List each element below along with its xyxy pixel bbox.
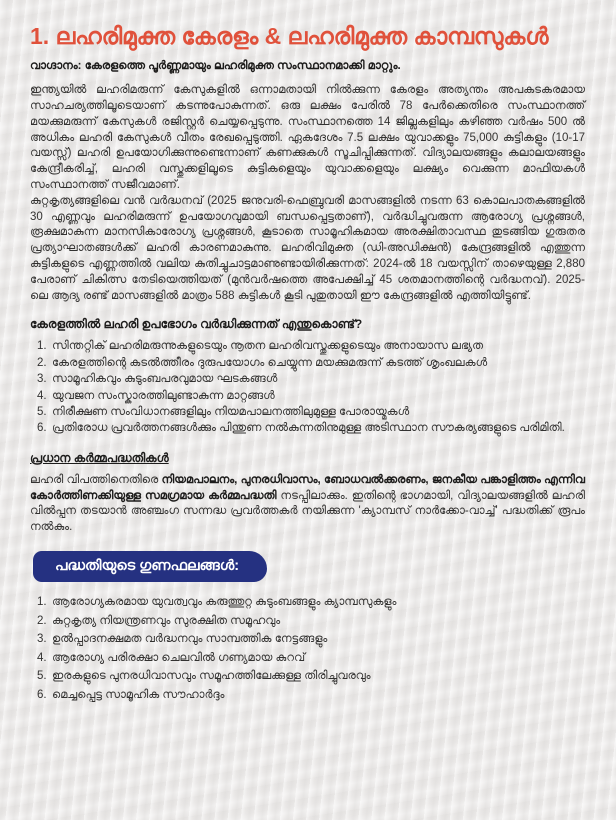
benefit-item <box>30 630 585 649</box>
reason-number: 6. <box>37 422 47 435</box>
benefit-number: 6. <box>37 689 47 702</box>
reason-number: 1. <box>37 340 47 353</box>
benefit-number: 2. <box>37 614 47 627</box>
reason-item <box>30 420 585 436</box>
benefit-number: 4. <box>37 651 47 664</box>
benefit-number: 1. <box>37 596 47 609</box>
benefit-number: 5. <box>37 670 47 683</box>
reason-number: 4. <box>37 389 47 402</box>
benefit-number: 3. <box>37 633 47 646</box>
reason-text: സാമൂഹികവും കുടുംബപരവുമായ ഘടകങ്ങൾ <box>52 373 278 386</box>
benefit-item <box>30 667 585 686</box>
action-plan-lead: ലഹരി വിപത്തിനെതിരെ <box>30 473 162 486</box>
page-title: 1. ലഹരിമുക്ത കേരളം & ലഹരിമുക്ത കാമ്പസുകൾ <box>30 23 549 49</box>
reason-number: 3. <box>37 373 47 386</box>
benefit-text: ഇരകളുടെ പുനരധിവാസവും സമൂഹത്തിലേക്കുള്ള തിരിച്ചുവരവും <box>52 670 371 683</box>
action-plan-bold: നിയമപാലനം, പുനരധിവാസം, ബോധവൽക്കരണം, ജനകീയ പങ്കാളിത്തം എന്നിവ കോർത്തിണക്കിയുള്ള സമഗ്രമായ കർമ്മപദ്ധതി <box>30 473 585 502</box>
reason-text: യുവജന സംസ്കാരത്തിലുണ്ടാകുന്ന മാറ്റങ്ങൾ <box>52 389 275 402</box>
reason-item <box>30 355 585 371</box>
benefit-text: ആരോഗ്യ പരിരക്ഷാ ചെലവിൽ ഗണ്യമായ കുറവ് <box>52 651 306 664</box>
benefit-text: കുറ്റകൃത്യ നിയന്ത്രണവും സുരക്ഷിത സമൂഹവും <box>52 614 281 627</box>
benefit-item <box>30 612 585 631</box>
intro-paragraph: ഇന്ത്യയിൽ ലഹരിമരുന്ന് കേസുകളിൽ ഒന്നാമതായി നിൽക്കുന്ന കേരളം അത്യന്തം അപകടകരമായ സാഹചര്യത്തിലൂടെയാണ് കടന്നുപോകുന്നത്. ഒരു ലക്ഷം പേരിൽ 78 പേർക്കെതിരെ സംസ്ഥാനത്ത് മയക്കുമരുന്ന് കേസുകൾ രജിസ്റ്റർ ചെയ്യപ്പെടുന്നു. സംസ്ഥാനത്തെ 14 ജില്ലകളിലും കഴിഞ്ഞ വർഷം 500 ൽ അധികം ലഹരി കേസുകൾ വീതം രേഖപ്പെടുത്തി. ഏകദേശം 7.5 ലക്ഷം യുവാക്കളും 75,000 കുട്ടികളും (10-17 വയസ്സ്) ലഹരി ഉപയോഗിക്കുന്നുണ്ടെന്നാണ് കണക്കുകൾ സൂചിപ്പിക്കുന്നത്. വിദ്യാലയങ്ങളും കലാലയങ്ങളും കേന്ദ്രീകരിച്ച്, ലഹരി വസ്തുക്കളിലൂടെ കുട്ടികളെയും യുവാക്കളെയും ലക്ഷ്യം വെക്കുന്ന മാഫിയകൾ സംസ്ഥാനത്ത് സജീവമാണ്. <box>30 84 585 192</box>
benefit-item <box>30 686 585 705</box>
reason-number: 2. <box>37 356 47 369</box>
reason-item <box>30 371 585 387</box>
reason-text: കേരളത്തിന്റെ കടൽത്തീരം ദുരുപയോഗം ചെയ്യുന്ന മയക്കുമരുന്ന് കടത്ത് ശൃംഖലകൾ <box>52 356 488 369</box>
benefits-badge: പദ്ധതിയുടെ ഗുണഫലങ്ങൾ: <box>33 551 267 582</box>
benefit-item <box>30 649 585 668</box>
reason-item <box>30 388 585 404</box>
reasons-heading: കേരളത്തിൽ ലഹരി ഉപഭോഗം വർദ്ധിക്കുന്നത് എന്തുകൊണ്ട്? <box>30 317 363 332</box>
reason-item <box>30 338 585 354</box>
benefit-text: ആരോഗ്യകരമായ യുവത്വവും കരുത്തുറ്റ കുടുംബങ്ങളും ക്യാമ്പസുകളും <box>52 596 397 609</box>
reason-text: പ്രതിരോധ പ്രവർത്തനങ്ങൾക്കും പിന്തുണ നൽകുന്നതിനുമുള്ള അടിസ്ഥാന സൗകര്യങ്ങളുടെ പരിമിതി. <box>52 422 565 435</box>
reason-item <box>30 404 585 420</box>
action-plan-rest: നടപ്പിലാക്കും. ഇതിന്റെ ഭാഗമായി, വിദ്യാലയങ്ങളിൽ ലഹരി വിൽപ്പന തടയാൻ അഞ്ചംഗ സന്നദ്ധ പ്രവർത്തകർ നയിക്കുന്ന 'ക്യാമ്പസ് നാർക്കോ-വാച്ച്' പദ്ധതിക്ക് രൂപം നൽകും. <box>30 489 586 534</box>
benefit-item <box>30 593 585 612</box>
action-plan-paragraph <box>30 473 585 536</box>
benefit-text: ഉൽപ്പാദനക്ഷമത വർദ്ധനവും സാമ്പത്തിക നേട്ടങ്ങളും <box>52 633 328 646</box>
reason-number: 5. <box>37 406 47 419</box>
reasons-list <box>30 338 585 436</box>
reason-text: നിരീക്ഷണ സംവിധാനങ്ങളിലും നിയമപാലനത്തിലുമുള്ള പോരായ്മകൾ <box>52 406 410 419</box>
reason-text: സിന്തറ്റിക് ലഹരിമരുന്നുകളുടെയും നൂതന ലഹരിവസ്തുക്കളുടെയും അനായാസ ലഭ്യത <box>52 340 484 353</box>
benefits-list <box>30 593 585 705</box>
crime-statistics-paragraph: കുറ്റകൃത്യങ്ങളിലെ വൻ വർദ്ധനവ് (2025 ജനുവരി-ഫെബ്രുവരി മാസങ്ങളിൽ നടന്ന 63 കൊലപാതകങ്ങളിൽ 30 എണ്ണവും ലഹരിമരുന്ന് ഉപയോഗവുമായി ബന്ധപ്പെട്ടതാണ്), വർദ്ധിച്ചുവരുന്ന ആരോഗ്യ പ്രശ്നങ്ങൾ, രൂക്ഷമാകുന്ന മാനസികാരോഗ്യ പ്രശ്നങ്ങൾ, കൂടാതെ സാമൂഹികമായ അരക്ഷിതാവസ്ഥ തുടങ്ങിയ ഗുരുതര പ്രത്യാഘാതങ്ങൾക്ക് ലഹരി കാരണമാകുന്നു. ലഹരിവിമുക്ത (ഡി-അഡിക്ഷൻ) കേന്ദ്രങ്ങളിൽ എത്തുന്ന കുട്ടികളുടെ എണ്ണത്തിൽ വലിയ കുതിച്ചുചാട്ടമാണുണ്ടായിരിക്കുന്നത്: 2024-ൽ 18 വയസ്സിന് താഴെയുള്ള 2,880 പേരാണ് ചികിത്സ തേടിയെത്തിയത് (മുൻവർഷത്തെ അപേക്ഷിച്ച് 45 ശതമാനത്തിന്റെ വർദ്ധനവ്). 2025-ലെ ആദ്യ രണ്ട് മാസങ്ങളിൽ മാത്രം 588 കുട്ടികൾ കൂടി പുതുതായി ഈ കേന്ദ്രങ്ങളിൽ എത്തിയിട്ടുണ്ട്. <box>30 194 585 302</box>
benefit-text: മെച്ചപ്പെട്ട സാമൂഹിക സൗഹാർദ്ദം <box>52 689 225 702</box>
promise-line: വാഗ്ദാനം: കേരളത്തെ പൂർണ്ണമായും ലഹരിമുക്ത സംസ്ഥാനമാക്കി മാറ്റും. <box>30 60 401 73</box>
action-plan-heading: പ്രധാന കർമ്മപദ്ധതികൾ <box>30 450 169 465</box>
